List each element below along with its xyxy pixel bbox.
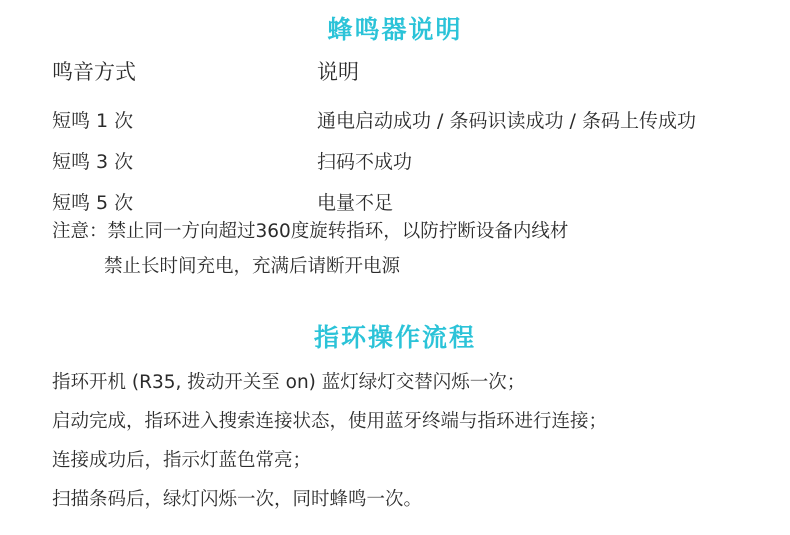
cell-mode: 短鸣 3 次 <box>52 151 134 173</box>
buzzer-section-title: 蜂鸣器说明 <box>327 15 463 44</box>
column-header-description: 说明 <box>317 60 359 84</box>
step-line: 指环开机 (R35, 拨动开关至 on) 蓝灯绿灯交替闪烁一次； <box>52 372 526 393</box>
ring-steps-list <box>52 368 772 524</box>
cell-mode: 短鸣 5 次 <box>52 192 134 214</box>
column-header-mode: 鸣音方式 <box>52 60 136 84</box>
step-line: 连接成功后，指示灯蓝色常亮； <box>52 449 312 471</box>
step-line: 启动完成，指环进入搜索连接状态，使用蓝牙终端与指环进行连接； <box>52 410 608 432</box>
step-line: 扫描条码后，绿灯闪烁一次，同时蜂鸣一次。 <box>52 488 423 510</box>
table-header-row <box>52 56 752 86</box>
warning-notes <box>52 218 762 287</box>
ring-section-title: 指环操作流程 <box>313 323 476 352</box>
table-row <box>52 188 752 215</box>
cell-mode: 短鸣 1 次 <box>52 110 134 132</box>
cell-description: 通电启动成功 / 条码识读成功 / 条码上传成功 <box>317 110 696 132</box>
note-line: 注意：禁止同一方向超过360度旋转指环，以防拧断设备内线材 <box>52 221 569 242</box>
cell-description: 扫码不成功 <box>317 151 413 173</box>
table-row <box>52 106 752 133</box>
buzzer-table <box>52 56 752 229</box>
table-row <box>52 147 752 174</box>
cell-description: 电量不足 <box>317 192 394 214</box>
note-line: 禁止长时间充电，充满后请断开电源 <box>104 255 401 277</box>
